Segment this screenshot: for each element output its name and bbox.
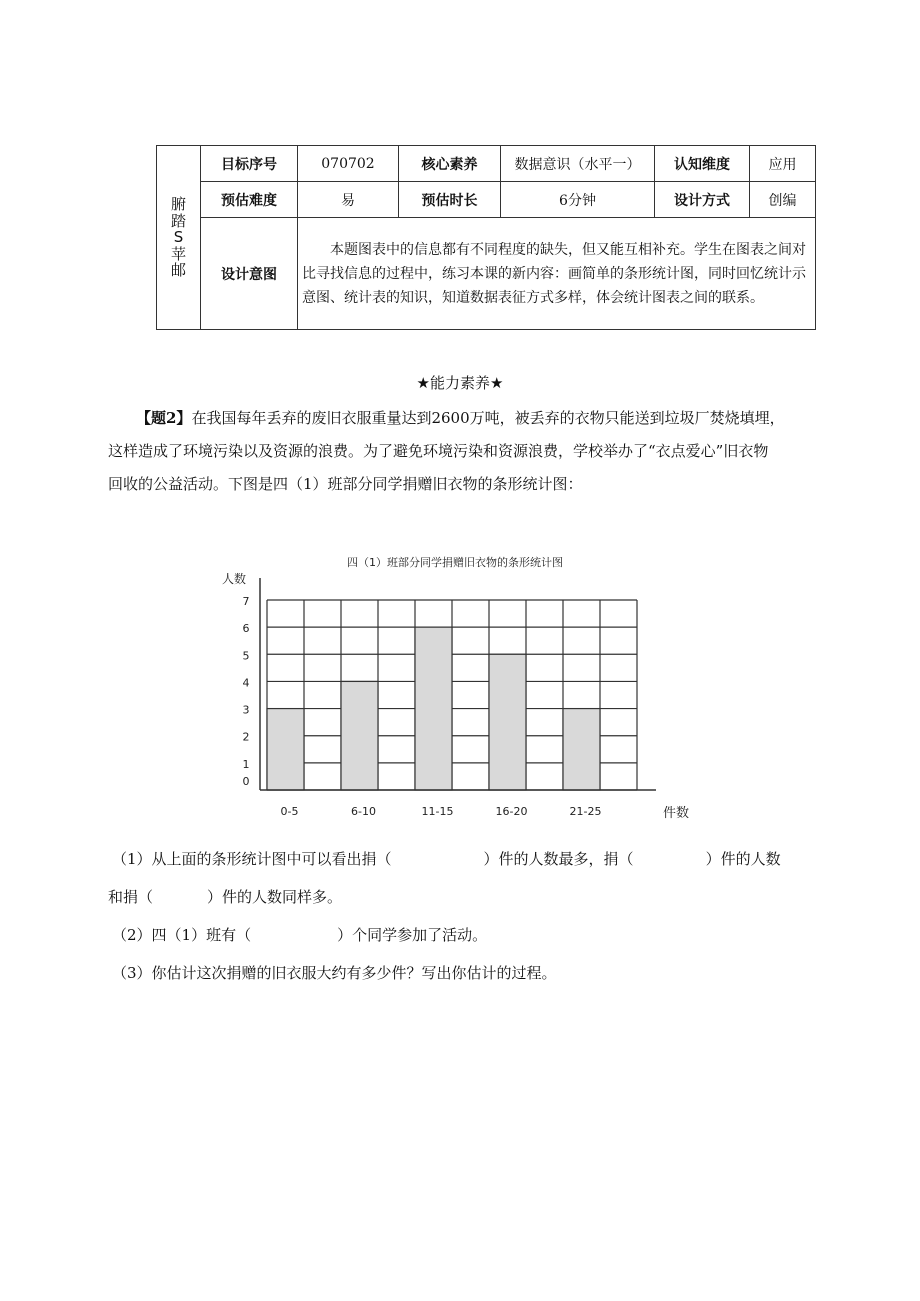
question-2 bbox=[112, 925, 487, 945]
problem-line-1 bbox=[108, 402, 818, 435]
design-intent-text: 本题图表中的信息都有不同程度的缺失，但又能互相补充。学生在图表之间对比寻找信息的过程中，练习本课的新内容：画简单的条形统计图，同时回忆统计示意图、统计表的知识，知道数据表征方式多样，体会统计图表之间的联系。 bbox=[298, 218, 816, 330]
q2-text-b: ）个同学参加了活动。 bbox=[337, 926, 488, 944]
y-tick-label: 7 bbox=[242, 595, 250, 608]
chart-title: 四（1）班部分同学捐赠旧衣物的条形统计图 bbox=[347, 556, 563, 569]
x-axis-label: 件数 bbox=[662, 806, 690, 821]
q1-text-e: ）件的人数同样多。 bbox=[207, 888, 343, 906]
question-3: （3）你估计这次捐赠的旧衣服大约有多少件？写出你估计的过程。 bbox=[112, 964, 557, 982]
section-heading: ★能力素养★ bbox=[416, 374, 504, 392]
q1-text-a: （1）从上面的条形统计图中可以看出捐（ bbox=[112, 850, 392, 868]
bar-21-25 bbox=[563, 709, 600, 790]
q1-text-d: 和捐（ bbox=[108, 888, 154, 906]
design-method-label: 设计方式 bbox=[655, 182, 750, 218]
q1-text-c: ）件的人数 bbox=[705, 850, 781, 868]
duration-label: 预估时长 bbox=[399, 182, 501, 218]
question-1-line-2 bbox=[108, 887, 342, 907]
core-literacy-label: 核心素养 bbox=[399, 146, 501, 182]
difficulty-label: 预估难度 bbox=[201, 182, 298, 218]
y-tick-label: 5 bbox=[242, 649, 250, 663]
q2-text-a: （2）四（1）班有（ bbox=[112, 926, 252, 944]
side-label-cell bbox=[157, 146, 201, 330]
problem-line-1-text: 在我国每年丢弃的废旧衣服重量达到2600万吨，被丢弃的衣物只能送到垃圾厂焚烧填埋， bbox=[191, 409, 785, 427]
cognitive-dimension-value: 应用 bbox=[750, 146, 816, 182]
x-tick-label: 6-10 bbox=[351, 805, 376, 818]
y-tick-label: 2 bbox=[242, 730, 250, 744]
y-tick-label: 1 bbox=[242, 757, 250, 771]
problem-tag: 【题2】 bbox=[136, 409, 192, 427]
core-literacy-value: 数据意识（水平一） bbox=[501, 146, 655, 182]
problem-line-3: 回收的公益活动。下图是四（1）班部分同学捐赠旧衣物的条形统计图： bbox=[108, 475, 583, 493]
side-label: 腑踏S苹邮 bbox=[170, 195, 186, 280]
question-1-line-1 bbox=[112, 849, 781, 869]
target-number-value: 070702 bbox=[298, 146, 399, 182]
y-tick-label: 4 bbox=[242, 676, 250, 690]
bar-6-10 bbox=[341, 681, 378, 790]
q1-text-b: ）件的人数最多，捐（ bbox=[483, 850, 634, 868]
x-tick-label: 16-20 bbox=[495, 805, 528, 818]
x-tick-label: 0-5 bbox=[280, 805, 299, 818]
bar-0-5 bbox=[267, 709, 304, 790]
difficulty-value: 易 bbox=[298, 182, 399, 218]
design-intent-label: 设计意图 bbox=[201, 218, 298, 330]
target-number-label: 目标序号 bbox=[201, 146, 298, 182]
design-info-table bbox=[156, 145, 816, 330]
bar-16-20 bbox=[489, 654, 526, 790]
bar-11-15 bbox=[415, 627, 452, 790]
y-tick-label: 6 bbox=[242, 622, 250, 636]
y-tick-label: 0 bbox=[242, 775, 250, 788]
bar-chart bbox=[210, 545, 710, 830]
x-tick-label: 21-25 bbox=[569, 805, 602, 818]
design-method-value: 创编 bbox=[750, 182, 816, 218]
y-axis-label: 人数 bbox=[221, 572, 247, 586]
x-tick-label: 11-15 bbox=[421, 805, 454, 818]
problem-text bbox=[108, 402, 818, 501]
problem-line-2: 这样造成了环境污染以及资源的浪费。为了避免环境污染和资源浪费，学校举办了“衣点爱心”旧衣物 bbox=[108, 442, 769, 460]
y-tick-label: 3 bbox=[242, 703, 250, 717]
cognitive-dimension-label: 认知维度 bbox=[655, 146, 750, 182]
duration-value: 6分钟 bbox=[501, 182, 655, 218]
